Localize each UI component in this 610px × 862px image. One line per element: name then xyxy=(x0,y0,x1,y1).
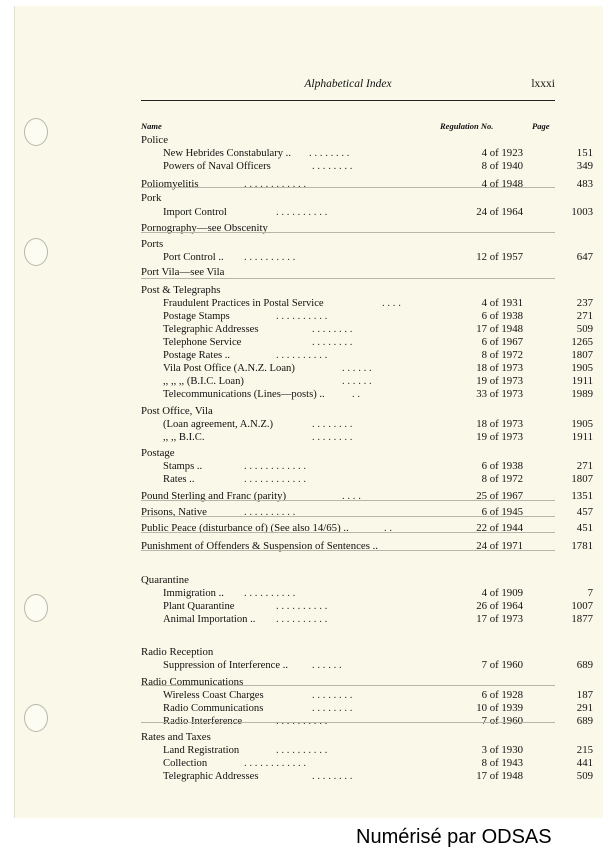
dot-leader: . . . . . . . . . . xyxy=(244,587,296,599)
dot-leader: . . . . . . . . . . . . xyxy=(244,473,307,485)
index-entry xyxy=(141,574,555,587)
entry-title: Pornography—see Obscenity xyxy=(141,222,268,234)
entry-subtitle: Radio Interference xyxy=(163,716,243,727)
index-entry xyxy=(141,310,593,323)
regulation-number: 19 of 1973 xyxy=(476,431,523,443)
dot-leader: . . . . xyxy=(382,297,401,309)
entry-title: Prisons, Native xyxy=(141,506,207,518)
regulation-number: 4 of 1909 xyxy=(481,587,523,599)
entry-subtitle: Postage Stamps xyxy=(163,311,230,322)
page-reference: 1807 xyxy=(571,349,593,361)
index-entry xyxy=(141,702,593,715)
index-entry xyxy=(141,676,555,689)
index-entry xyxy=(141,490,593,503)
page-reference: 7 xyxy=(587,587,593,599)
entry-title: Post Office, Vila xyxy=(141,405,213,417)
entry-title: Pork xyxy=(141,192,162,204)
page-reference: 215 xyxy=(576,744,593,756)
index-entry xyxy=(141,147,593,160)
regulation-number: 4 of 1923 xyxy=(481,147,523,159)
index-entry xyxy=(141,460,593,473)
dot-leader: . . . . . . xyxy=(312,659,342,671)
dot-leader: . . . . . . . . . . xyxy=(276,310,328,322)
dot-leader: . . . . . . . . xyxy=(312,160,353,172)
index-entry xyxy=(141,297,593,310)
entry-title: Public Peace (disturbance of) (See also 14/65) .. xyxy=(141,522,349,534)
index-entry xyxy=(141,447,555,460)
index-entry xyxy=(141,388,593,401)
dot-leader: . . . . . . xyxy=(342,375,372,387)
entry-subtitle: Postage Rates .. xyxy=(163,350,231,361)
entry-separator xyxy=(141,232,555,233)
entry-subtitle: Telecommunications (Lines—posts) .. xyxy=(163,389,325,400)
entry-subtitle: Telegraphic Addresses xyxy=(163,771,259,782)
page-reference: 237 xyxy=(576,297,593,309)
dot-leader: . . . . . . . . xyxy=(312,431,353,443)
entry-title: Poliomyelitis xyxy=(141,178,199,190)
dot-leader: . . xyxy=(384,522,393,534)
regulation-number: 4 of 1931 xyxy=(481,297,523,309)
regulation-number: 19 of 1973 xyxy=(476,375,523,387)
dot-leader: . . xyxy=(352,388,361,400)
index-entry xyxy=(141,206,593,219)
entry-subtitle: New Hebrides Constabulary .. xyxy=(163,148,291,159)
dot-leader: . . . . . . . . . . . . xyxy=(244,178,307,190)
entry-subtitle: Plant Quarantine xyxy=(163,601,235,612)
regulation-number: 8 of 1943 xyxy=(481,757,523,769)
entry-subtitle: (Loan agreement, A.N.Z.) xyxy=(163,419,274,430)
entry-separator xyxy=(141,532,555,533)
index-entry xyxy=(141,178,593,191)
regulation-number: 24 of 1971 xyxy=(476,540,523,552)
regulation-number: 6 of 1938 xyxy=(481,310,523,322)
index-entry xyxy=(141,757,593,770)
dot-leader: . . . . . . xyxy=(342,362,372,374)
page-reference: 1003 xyxy=(571,206,593,218)
page-reference: 1807 xyxy=(571,473,593,485)
entry-subtitle: Animal Importation .. xyxy=(163,614,256,625)
dot-leader: . . . . . . . . xyxy=(312,336,353,348)
page-reference: 151 xyxy=(576,147,593,159)
page-reference: 689 xyxy=(576,659,593,671)
index-entry xyxy=(141,222,555,235)
regulation-number: 17 of 1973 xyxy=(476,613,523,625)
dot-leader: . . . . . . . . xyxy=(312,323,353,335)
regulation-number: 6 of 1945 xyxy=(481,506,523,518)
entry-separator xyxy=(141,516,555,517)
index-entry xyxy=(141,522,593,535)
index-entry xyxy=(141,587,593,600)
page-reference: 349 xyxy=(576,160,593,172)
dot-leader: . . . . . . . . xyxy=(309,147,350,159)
entry-separator xyxy=(141,278,555,279)
page-reference: 509 xyxy=(576,323,593,335)
index-entry xyxy=(141,251,593,264)
entry-separator xyxy=(141,500,555,501)
page-title: Alphabetical Index xyxy=(304,78,392,90)
index-entry xyxy=(141,613,593,626)
regulation-number: 8 of 1972 xyxy=(481,349,523,361)
entry-title: Postage xyxy=(141,447,175,459)
page-reference: 441 xyxy=(576,757,593,769)
page-reference: 457 xyxy=(576,506,593,518)
entry-title: Quarantine xyxy=(141,574,189,586)
regulation-number: 10 of 1939 xyxy=(476,702,523,714)
dot-leader: . . . . . . . . xyxy=(312,702,353,714)
dot-leader: . . . . . . . . . . xyxy=(276,613,328,625)
index-entry xyxy=(141,770,593,783)
dot-leader: . . . . . . . . . . xyxy=(276,715,328,727)
index-entry xyxy=(141,192,555,205)
entry-separator xyxy=(141,550,555,551)
index-entry xyxy=(141,336,593,349)
regulation-number: 8 of 1972 xyxy=(481,473,523,485)
dot-leader: . . . . xyxy=(342,490,361,502)
entry-subtitle: Telephone Service xyxy=(163,337,242,348)
index-entry xyxy=(141,349,593,362)
regulation-number: 33 of 1973 xyxy=(476,388,523,400)
dot-leader: . . . . . . . . . . xyxy=(276,600,328,612)
dot-leader: . . . . . . . . xyxy=(312,770,353,782)
page-reference: 271 xyxy=(576,310,593,322)
page-reference: 1781 xyxy=(571,540,593,552)
entry-subtitle: Immigration .. xyxy=(163,588,224,599)
page-number: lxxxi xyxy=(531,78,555,90)
page-reference: 1989 xyxy=(571,388,593,400)
page-reference: 451 xyxy=(576,522,593,534)
dot-leader: . . . . . . . . . . xyxy=(244,506,296,518)
regulation-number: 12 of 1957 xyxy=(476,251,523,263)
page-reference: 689 xyxy=(576,715,593,727)
entry-subtitle: ,, ,, B.I.C. xyxy=(163,432,205,443)
entry-subtitle: Wireless Coast Charges xyxy=(163,690,264,701)
regulation-number: 17 of 1948 xyxy=(476,323,523,335)
index-entry xyxy=(141,646,555,659)
regulation-number: 18 of 1973 xyxy=(476,362,523,374)
entry-title: Radio Reception xyxy=(141,646,214,658)
dot-leader: . . . . . . . . . . xyxy=(276,744,328,756)
index-entry xyxy=(141,689,593,702)
page-reference: 1265 xyxy=(571,336,593,348)
regulation-number: 3 of 1930 xyxy=(481,744,523,756)
dot-leader: . . . . . . . . . . xyxy=(244,251,296,263)
index-entry xyxy=(141,600,593,613)
regulation-number: 25 of 1967 xyxy=(476,490,523,502)
entry-separator xyxy=(141,187,555,188)
entry-subtitle: Collection xyxy=(163,758,208,769)
entry-subtitle: Telegraphic Addresses xyxy=(163,324,259,335)
entry-title: Post & Telegraphs xyxy=(141,284,221,296)
page-reference: 1905 xyxy=(571,362,593,374)
entry-title: Police xyxy=(141,134,168,146)
entry-title: Pound Sterling and Franc (parity) xyxy=(141,490,287,502)
page-reference: 1911 xyxy=(571,431,593,443)
regulation-number: 6 of 1928 xyxy=(481,689,523,701)
entry-title: Port Vila—see Vila xyxy=(141,266,225,278)
index-entry xyxy=(141,134,555,147)
index-entry xyxy=(141,238,555,251)
column-header-regulation: Regulation No. xyxy=(440,121,494,131)
regulation-number: 6 of 1938 xyxy=(481,460,523,472)
entry-subtitle: Vila Post Office (A.N.Z. Loan) xyxy=(163,363,295,374)
regulation-number: 26 of 1964 xyxy=(476,600,523,612)
entry-separator xyxy=(141,722,555,723)
page-reference: 1905 xyxy=(571,418,593,430)
dot-leader: . . . . . . . . . . xyxy=(276,206,328,218)
column-header-page: Page xyxy=(532,121,550,131)
entry-separator xyxy=(141,685,555,686)
index-entry xyxy=(141,362,593,375)
column-header-name: Name xyxy=(141,121,162,131)
index-entry xyxy=(141,431,593,444)
page-reference: 1351 xyxy=(571,490,593,502)
page-reference: 1911 xyxy=(571,375,593,387)
index-entry xyxy=(141,418,593,431)
regulation-number: 4 of 1948 xyxy=(481,178,523,190)
index-entry xyxy=(141,160,593,173)
regulation-number: 24 of 1964 xyxy=(476,206,523,218)
entry-subtitle: Suppression of Interference .. xyxy=(163,660,289,671)
index-entry xyxy=(141,323,593,336)
index-entry xyxy=(141,405,555,418)
index-entry xyxy=(141,506,593,519)
dot-leader: . . . . . . . . xyxy=(312,689,353,701)
index-entry xyxy=(141,375,593,388)
entry-subtitle: Rates .. xyxy=(163,474,195,485)
page-reference: 187 xyxy=(576,689,593,701)
regulation-number: 22 of 1944 xyxy=(476,522,523,534)
regulation-number: 8 of 1940 xyxy=(481,160,523,172)
index-entry xyxy=(141,744,593,757)
page-reference: 271 xyxy=(576,460,593,472)
page-reference: 483 xyxy=(576,178,593,190)
entry-title: Ports xyxy=(141,238,164,250)
dot-leader: . . . . . . . . . . . . xyxy=(244,460,307,472)
regulation-number: 17 of 1948 xyxy=(476,770,523,782)
entry-subtitle: Import Control xyxy=(163,207,227,218)
regulation-number: 7 of 1960 xyxy=(481,659,523,671)
index-entry xyxy=(141,473,593,486)
entry-subtitle: Land Registration xyxy=(163,745,240,756)
page-reference: 647 xyxy=(576,251,593,263)
regulation-number: 7 of 1960 xyxy=(481,715,523,727)
dot-leader: . . . . . . . . xyxy=(312,418,353,430)
index-entry xyxy=(141,659,593,672)
entry-subtitle: Radio Communications xyxy=(163,703,264,714)
page-reference: 1007 xyxy=(571,600,593,612)
entry-subtitle: Port Control .. xyxy=(163,252,224,263)
regulation-number: 18 of 1973 xyxy=(476,418,523,430)
entry-subtitle: ,, ,, ,, (B.I.C. Loan) xyxy=(163,376,244,387)
entry-subtitle: Powers of Naval Officers xyxy=(163,161,271,172)
entry-title: Radio Communications xyxy=(141,676,244,688)
index-entry xyxy=(141,284,555,297)
page-reference: 509 xyxy=(576,770,593,782)
regulation-number: 6 of 1967 xyxy=(481,336,523,348)
index-entry xyxy=(141,540,593,553)
dot-leader: . . . . . . . . . . xyxy=(276,349,328,361)
entry-title: Rates and Taxes xyxy=(141,731,211,743)
entry-subtitle: Stamps .. xyxy=(163,461,203,472)
entry-subtitle: Fraudulent Practices in Postal Service xyxy=(163,298,324,309)
digitization-watermark: Numérisé par ODSAS xyxy=(356,826,552,848)
page-reference: 1877 xyxy=(571,613,593,625)
index-entry xyxy=(141,731,555,744)
page-reference: 291 xyxy=(576,702,593,714)
entry-title: Punishment of Offenders & Suspension of Sentences .. xyxy=(141,540,379,552)
dot-leader: . . . . . . . . . . . . xyxy=(244,757,307,769)
